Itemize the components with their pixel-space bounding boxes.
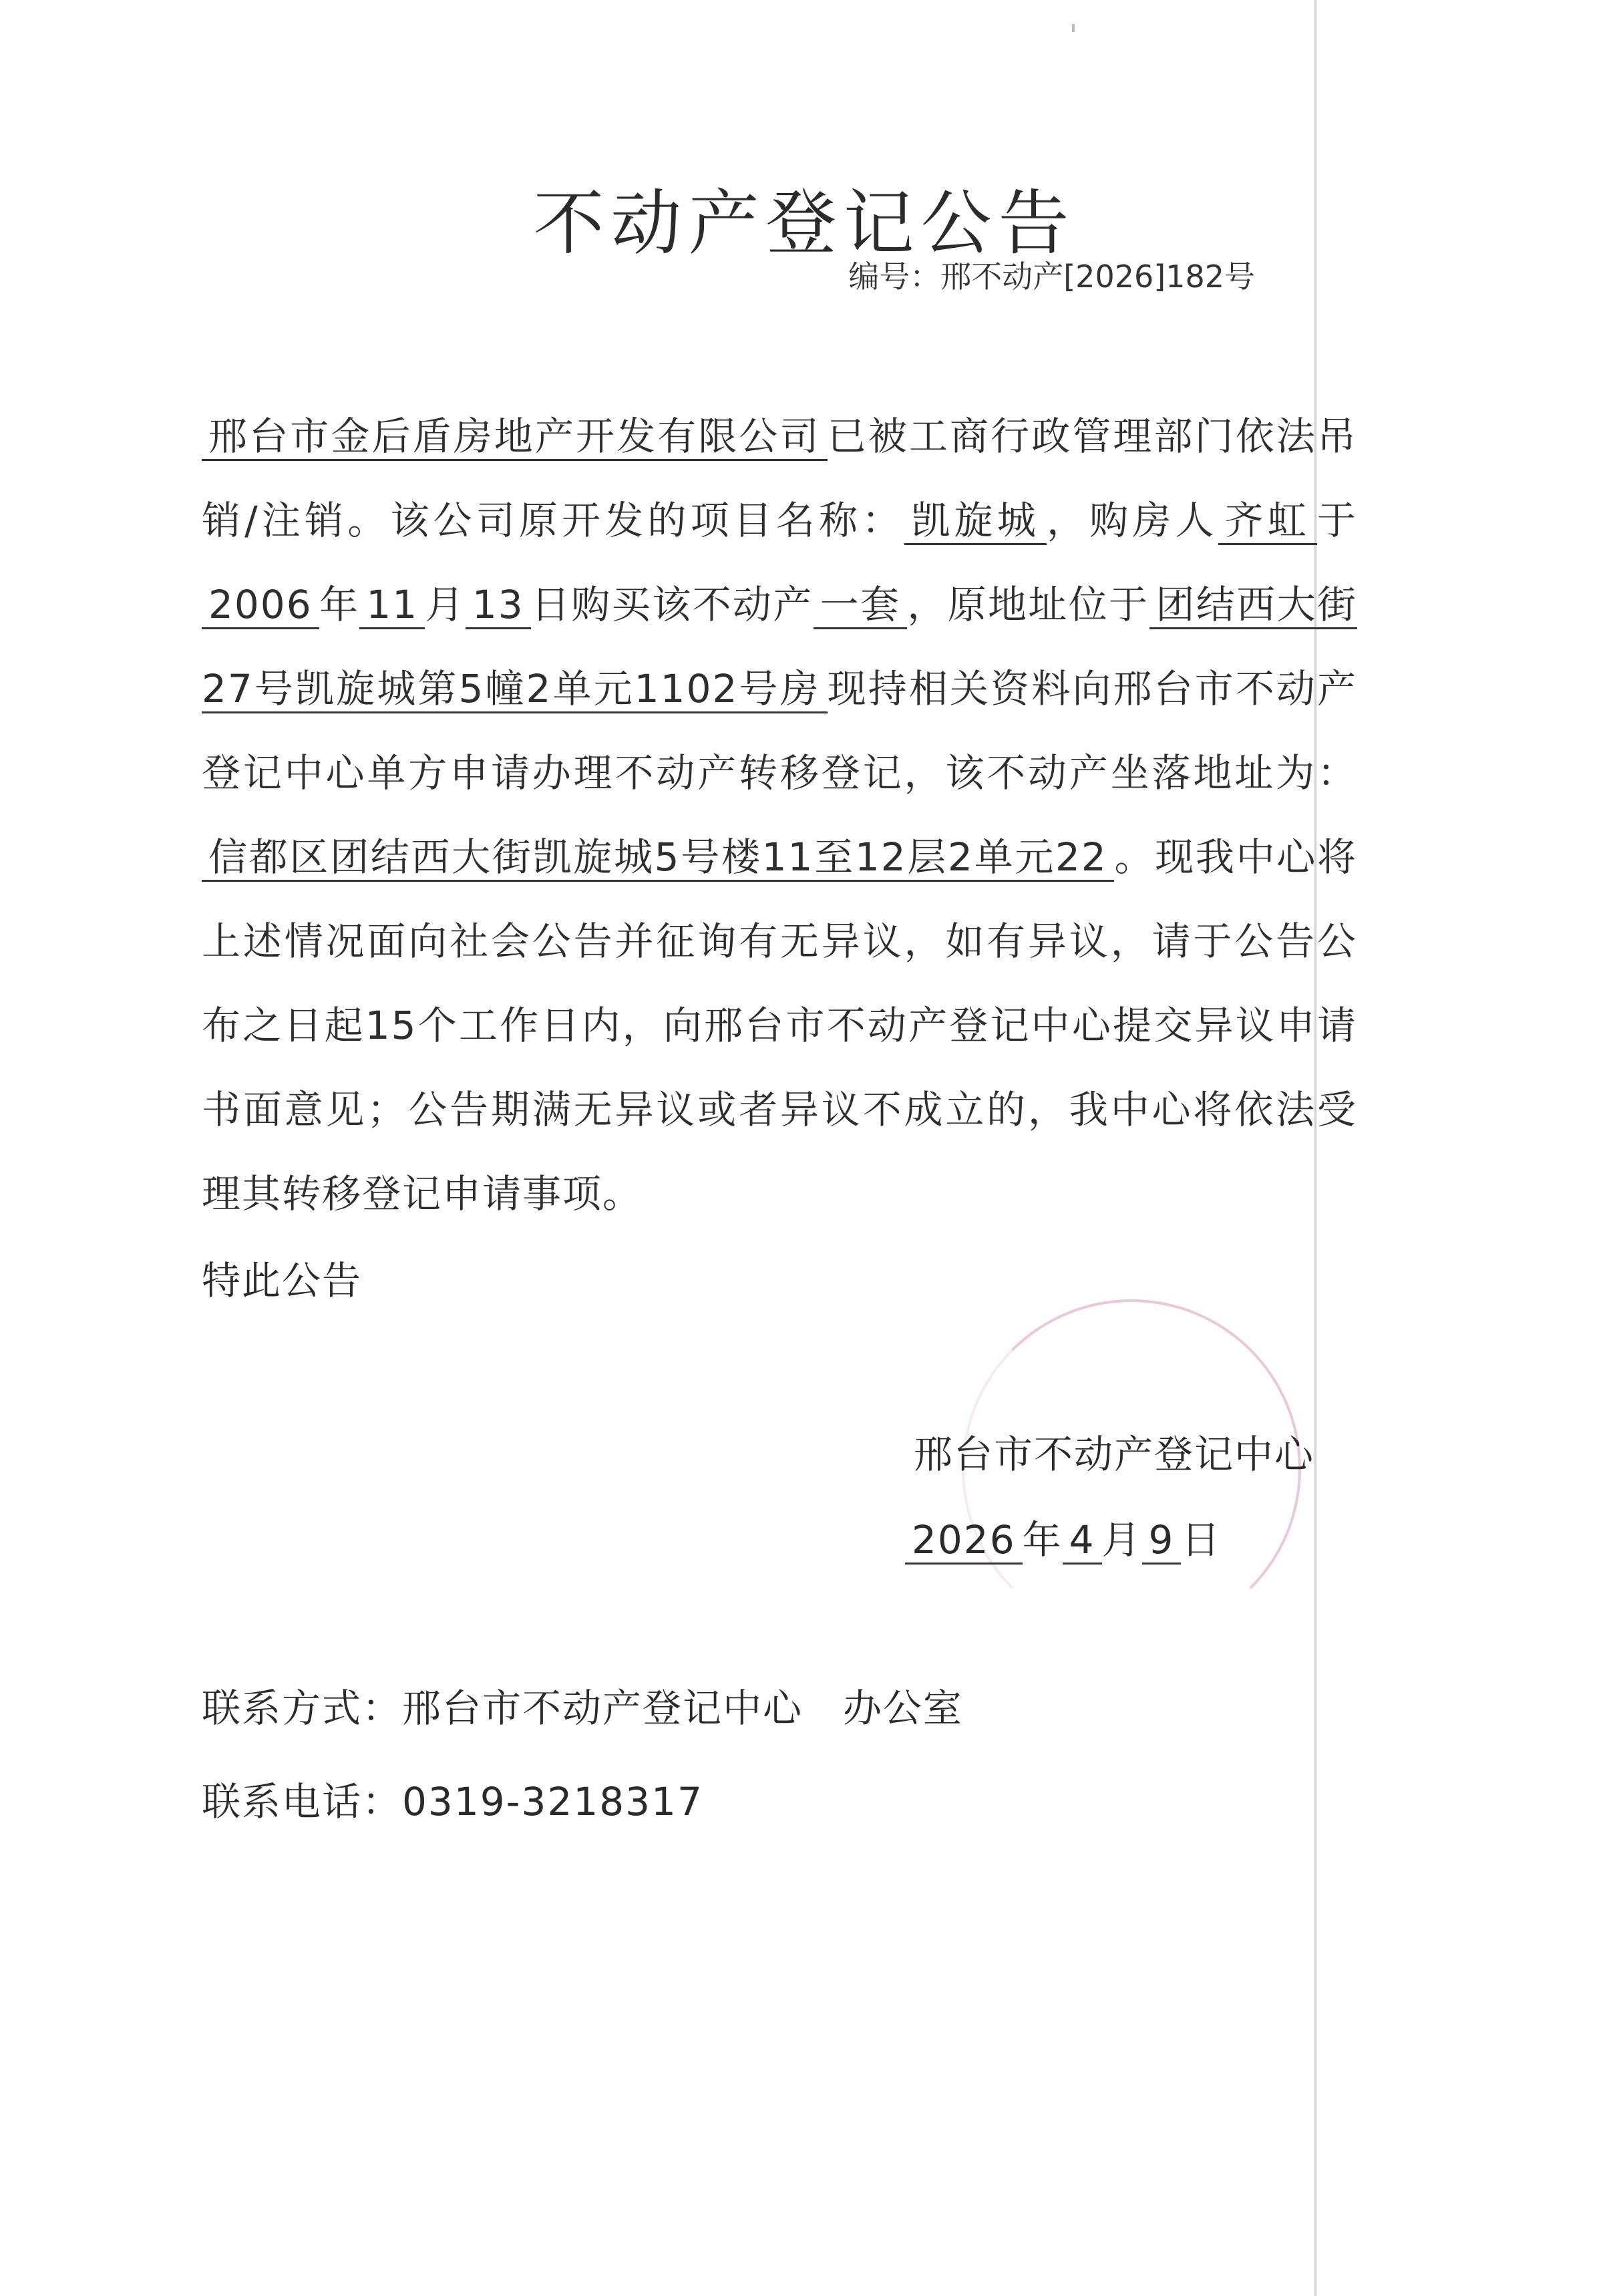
signature-year: 2026	[905, 1517, 1023, 1565]
body-text-3: 于	[1316, 498, 1357, 543]
body-text-2: ，购房人	[1046, 498, 1218, 543]
body-text-9: 。现我中心将上述情况面向社会公告并征询有无异议，如有异议，请于公告公布之日起15个工作日内，向邢台市不动产登记中心提交异议申请书面意见；公告期满无异议或者异议不成立的，我中心将依法受理其转移登记申请事项。	[202, 834, 1357, 1216]
contact-phone-number: 0319-3218317	[402, 1779, 703, 1824]
contact-method	[202, 1677, 963, 1733]
notice-body	[202, 394, 1357, 1236]
company-name: 邢台市金后盾房地产开发有限公司	[202, 414, 828, 461]
project-name: 凯旋城	[904, 498, 1047, 545]
contact-phone	[202, 1770, 703, 1826]
contact-method-label: 联系方式：	[202, 1685, 403, 1731]
signature-month: 4	[1063, 1517, 1102, 1565]
body-text-1: 已被工商行政管理部门依法吊销/注销。该公司原开发的项目名称：	[202, 414, 1357, 543]
scan-speck	[1072, 24, 1075, 32]
property-address: 信都区团结西大街凯旋城5号楼11至12层2单元22	[202, 834, 1114, 882]
notice-title: 不动产登记公告	[533, 182, 1076, 265]
signature-organization: 邢台市不动产登记中心	[914, 1432, 1315, 1477]
body-text-5: 月	[425, 582, 466, 627]
original-address: 团结西大街27号凯旋城第5幢2单元1102号房	[202, 582, 1357, 713]
signature-day-unit: 日	[1181, 1517, 1222, 1563]
contact-method-office: 办公室	[843, 1685, 964, 1731]
contact-phone-label: 联系电话：	[202, 1779, 403, 1824]
purchase-day: 13	[466, 582, 531, 629]
signature-day: 9	[1142, 1517, 1182, 1565]
purchase-month: 11	[359, 582, 425, 629]
body-text-6: 日购买该不动产	[530, 582, 814, 627]
contact-method-org: 邢台市不动产登记中心	[402, 1685, 803, 1731]
signature-year-unit: 年	[1022, 1517, 1063, 1563]
closing-phrase: 特此公告	[202, 1258, 363, 1303]
signature-month-unit: 月	[1101, 1517, 1142, 1563]
buyer-name: 齐虹	[1218, 498, 1317, 545]
body-text-8: 现持相关资料向邢台市不动产登记中心单方申请办理不动产转移登记，该不动产坐落地址为：	[202, 666, 1357, 796]
purchase-year: 2006	[202, 582, 319, 629]
property-count: 一套	[814, 582, 908, 629]
document-number: 编号：邢不动产[2026]182号	[848, 259, 1255, 295]
body-text-7: ，原地址位于	[907, 582, 1149, 627]
body-text-4: 年	[319, 582, 360, 627]
signature-date	[905, 1508, 1221, 1565]
